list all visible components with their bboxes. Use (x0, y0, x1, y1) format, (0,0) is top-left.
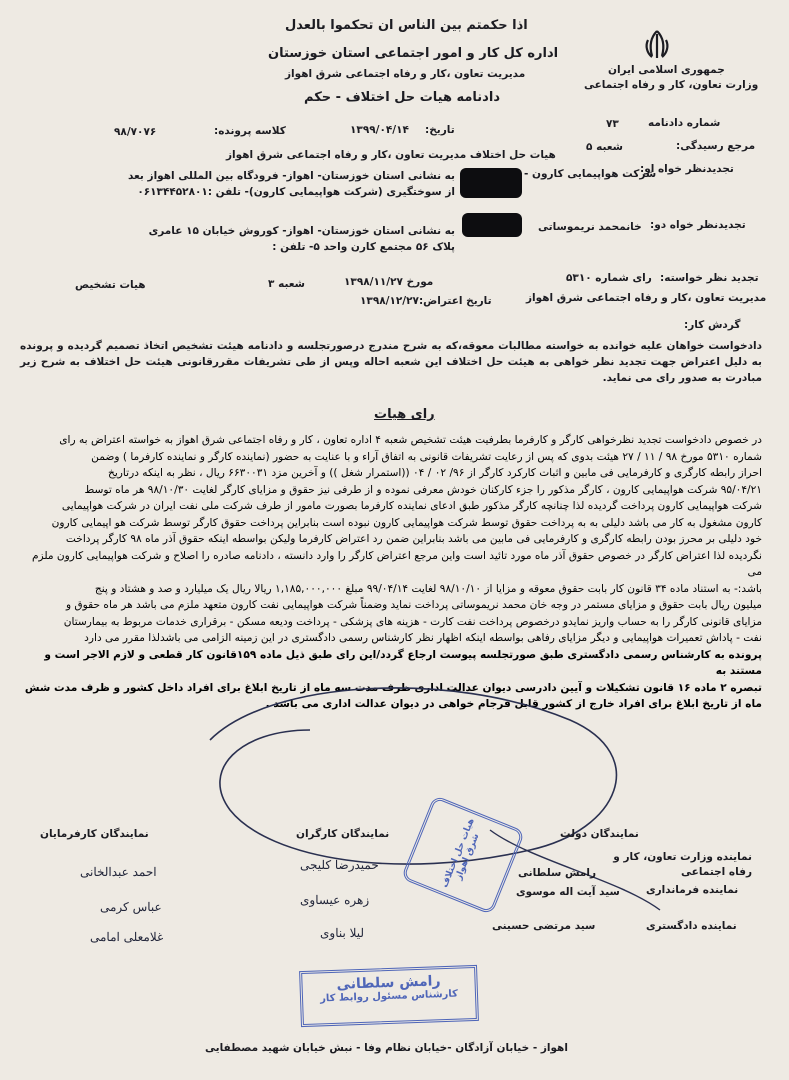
verdict-line: میلیون ریال بابت حقوق و مزایای مستمر در وجه خان محمد نریموساتی پرداخت نماید وضمناً شرکت هواپیمایی نفت کارون متعهد ملزم می باشد هر ماه حقوق و (65, 599, 762, 611)
verdict-line: کارون مشغول به کار می باشد دلیلی به به پرداخت حقوق توسط شرکت هواپیمایی کارون نبوده است بنابراین پرداخت حقوق کارگر توسط شرکت هو اپیمایی کارون (51, 516, 762, 529)
gov-role: نماینده دادگستری (646, 920, 737, 932)
gov-name: رامش سلطانی (518, 867, 596, 879)
appealed-office: مدیریت تعاون ،کار و رفاه اجتماعی شرق اهواز (526, 292, 767, 304)
document-title: دادنامه هیات حل اختلاف - حکم (304, 90, 500, 105)
appealed-branch: شعبه ۳ (268, 278, 305, 290)
process-text: دادخواست خواهان علیه خوانده به خواسته مطالبات معوقه،که به شرح مندرج درصورتجلسه و دادنامه هیئت تشخیص اتخاذ تصمیم گردیده و پرونده به دلیل اعتراض جهت تجدید نظر خواهی به هیئت حل اختلاف این شعبه احاله وپس از طی تشریفات مقررقانونی هیئت حل اختلاف به شرح زیر مبادرت به صدور رای می نماید. (20, 340, 762, 384)
appealed-board: هیات تشخیص (75, 279, 146, 291)
file-label: کلاسه پرونده: (214, 125, 286, 137)
appellant1-name: شرکت هواپیمایی کارون - (524, 168, 657, 180)
gov-title: نمایندگان دولت (560, 828, 639, 840)
redaction-block-2 (462, 213, 522, 237)
employers-title: نمایندگان کارفرمایان (40, 828, 149, 840)
appellant2-label: تجدیدنظر خواه دو: (650, 219, 746, 231)
reference-label: مرجع رسیدگی: (676, 140, 756, 152)
appellant2-name: خانمحمد نریموساتی (538, 221, 642, 233)
gov-name: سید آیت اله موسوی (516, 886, 620, 898)
verdict-title: رای هیات (374, 407, 435, 422)
appealed-label: تجدید نظر خواسته: (660, 272, 759, 284)
employer-sign: غلامعلی امامی (90, 930, 164, 944)
verdict-line: در خصوص دادخواست تجدید نظرخواهی کارگر و کارفرما بطرفیت هیئت تشخیص شعبه ۴ اداره تعاون ، کار و رفاه اجتماعی شرق اهواز به خواسته اعتراض به رای (59, 434, 762, 446)
gov-name: سید مرتضی حسینی (492, 920, 596, 932)
verdict-number-label: شماره دادنامه (648, 117, 721, 129)
round-stamp: هیات حل اختلاف شرق اهواز (401, 795, 526, 915)
verdict-line: ۹۵/۰۴/۲۱ شرکت هواپیمایی کارون ، کارگر مذکور را جزء کارکنان خودش معرفی نموده و از طرفی نیز حقوق و مزایای کارگر لغایت ۹۸/۱۰/۳۰ هر ماه توسط (84, 483, 762, 496)
republic-label: جمهوری اسلامی ایران (608, 64, 725, 76)
worker-sign: حمیدرضا کلیجی (300, 858, 379, 872)
name-stamp: رامش سلطانی کارشناس مسئول روابط کار (299, 965, 479, 1027)
verdict-line: تبصره ۲ ماده ۱۶ قانون تشکیلات و آیین دادرسی دیوان عدالت اداری ظرف مدت سه ماه از تاریخ ابلاغ برای افراد داخل کشور و ظرف مدت شش (24, 681, 762, 694)
employer-sign: عباس کرمی (100, 900, 162, 914)
gov-role: نماینده وزارت تعاون، کار و رفاه اجتماعی (613, 851, 752, 878)
workers-title: نمایندگان کارگران (296, 828, 390, 840)
file-number: ۹۸/۷۰۷۶ (114, 126, 157, 138)
verdict-line: احراز رابطه کارگری و کارفرمایی فی مابین و اثبات کارکرد کارگر از ۹۶/ ۰۲ / ۰۴ ((استمرار شغل )) و آخرین مزد ۶۶۳۰۰۳۱ ریال ، نظر به اینکه درتاریخ (108, 467, 762, 479)
verdict-line: مزایای قانونی کارگر را به حساب واریز نمایدو درخصوص پرداخت نفت کارت - هزینه های پزشکی - پرداخت ودیعه مسکن - برقراری خدمات مربوط به بیمارستان (63, 615, 762, 628)
verdict-line: پرونده به کارشناس رسمی دادگستری طبق صورتجلسه پیوست ارجاع گردد/این رای طبق ذیل ماده ۱۵۹قانون کار قطعی و لازم الاجر است و مستند به (44, 648, 762, 677)
date-label: تاریخ: (425, 124, 455, 136)
employer-sign: احمد عبدالخانی (80, 865, 157, 879)
appellant1-address: به نشانی استان خوزستان- اهواز- فرودگاه بین المللی اهواز بعد از سوختگیری (شرکت هواپیمایی کارون)- تلفن :۰۶۱۳۴۴۵۲۸۰۱ (127, 170, 455, 198)
date-value: ۱۳۹۹/۰۴/۱۴ (350, 124, 409, 136)
branch-value: شعبه ۵ (586, 141, 623, 153)
verdict-line: نفت - پاداش تعمیرات هواپیمایی و دیگر مزایای رفاهی بواسطه اینکه اظهار نظر کارشناس رسمی دادگستری در این زمینه الزامی می باشدلذا مقرر می دارد (84, 632, 762, 644)
verdict-line: ماه از تاریخ ابلاغ برای افراد خارج از کشور قابل فرجام خواهی در دیوان عدالت اداری می باشد . (265, 698, 762, 710)
header-office: اداره کل کار و امور اجتماعی استان خوزستان (268, 46, 559, 61)
appealed-vote: رای شماره ۵۳۱۰ (566, 272, 652, 284)
verdict-line: باشد:- به استناد ماده ۳۴ قانون کار بابت حقوق معوقه و مزایا از ۹۸/۱۰/۱۰ لغایت ۹۹/۰۴/۱۴ مبلغ ۱,۱۸۵,۰۰۰,۰۰۰ ریالا ریال یک میلیارد و صد و هشتاد و پنج (94, 582, 762, 595)
verdict-line: شماره ۵۳۱۰ مورخ ۹۸ / ۱۱ / ۲۷ هیئت بدوی که پس از رعایت تشریفات قانونی به اتفاق آراء و با عنایت به حضور (نماینده کارگر و نماینده کارفرما ) وضمن (91, 450, 762, 463)
worker-sign: زهره عیساوی (300, 893, 370, 907)
verdict-line: نگردیده لذا اعتراض کارگر در خصوص حقوق آذر ماه مورد تائید است واین مرجع اعتراض کارگر را وارد دانسته ، دادنامه صادره را اصلاح و شرکت هواپیمایی کارون ملزم می (31, 549, 762, 578)
verdict-line: شرکت هواپیمایی کارون پرداخت گردیده لذا چنانچه کارگر مذکور طبق ادعای نماینده کارفرما بصورت مامور از طرف شرکت ملی نفت ایران در شرکت هواپیمایی (61, 500, 762, 512)
worker-sign: لیلا بناوی (320, 926, 365, 940)
redaction-block (460, 168, 522, 198)
appellant2-address: به نشانی استان خوزستان- اهواز- کوروش خیابان ۱۵ عامری پلاک ۵۶ مجتمع کارن واحد ۵- تلفن : (148, 225, 455, 253)
verdict-number: ۷۳ (606, 118, 619, 130)
objection-date: تاریخ اعتراض:۱۳۹۸/۱۲/۲۷ (360, 295, 492, 307)
appellant1-label: تجدیدنظر خواه او: (640, 163, 734, 175)
gov-role: نماینده فرمانداری (646, 884, 739, 896)
board-name: هیات حل اختلاف مدیریت تعاون ،کار و رفاه اجتماعی شرق اهواز (226, 149, 556, 161)
header-quote: اذا حکمتم بین الناس ان تحکموا بالعدل (285, 18, 528, 33)
appealed-date: مورخ ۱۳۹۸/۱۱/۲۷ (344, 276, 434, 288)
emblem-icon (640, 28, 674, 62)
process-title: گردش کار: (684, 319, 741, 331)
header-sub-office: مدیریت تعاون ،کار و رفاه اجتماعی شرق اهواز (285, 68, 526, 80)
ministry-label: وزارت تعاون، کار و رفاه اجتماعی (584, 79, 759, 91)
footer-address: اهواز - خیابان آزادگان -خیابان نظام وفا - نبش خیابان شهید مصطفایی (205, 1042, 568, 1054)
verdict-line: خود دلیلی بر محرز بودن رابطه کارگری و کارفرمایی فی مابین می باشد بنابراین ضمن رد اعتراض کارفرما ولیکن بواسطه اینکه حقوق آذر ماه ۹۸ کارگر پرداخت (65, 533, 762, 545)
